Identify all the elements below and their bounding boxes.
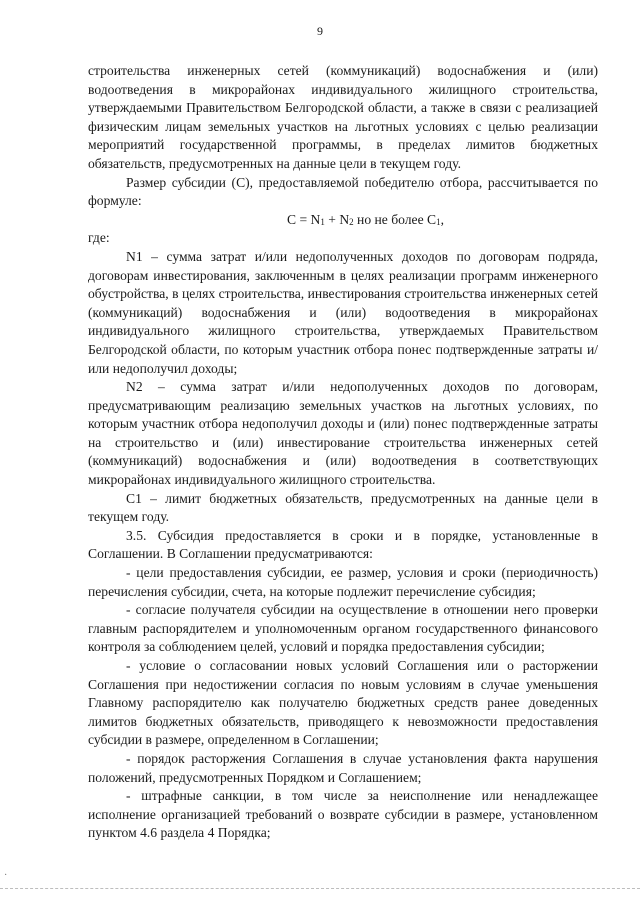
- paragraph-clause-3-5: 3.5. Субсидия предоставляется в сроки и в порядке, установленные в Соглашении. В Соглашении предусматриваются:: [88, 527, 598, 562]
- list-item-penalties: - штрафные санкции, в том числе за неисполнение или ненадлежащее исполнение организацией требований о возврате субсидии в размере, установленном пунктом 4.6 раздела 4 Порядка;: [88, 788, 598, 841]
- paragraph-subsidy-size: Размер субсидии (С), предоставляемой победителю отбора, рассчитывается по формуле:: [88, 174, 598, 209]
- paragraph-c1-definition: C1 – лимит бюджетных обязательств, предусмотренных на данные цели в текущем году.: [88, 490, 598, 525]
- scan-bottom-edge: [0, 888, 640, 889]
- formula: $C = N_1 + N_2$ но не более $C_1$,: [287, 211, 444, 227]
- paragraph-n1-definition: N1 – сумма затрат и/или недополученных доходов по договорам подряда, договорам инвестирования, заключенным в целях реализации программ инженерного обустройства, в целях строительства, инвестирования строительства инженерных сетей (коммуникаций) водоснабжения и (или) водоотведения в микрорайонах индивидуального жилищного строительства, утверждаемых Правительством Белгородской области, по которым участник отбора понес подтвержденные затраты и/или недополучил доходы;: [88, 248, 598, 376]
- paragraph-n2-definition: N2 – сумма затрат и/или недополученных доходов по договорам, предусматривающим реализацию земельных участков на льготных условиях, по которым участник отбора недополучил доходы и (или) понес подтвержденные затраты на строительство и (или) инвестирование строительства инженерных сетей (коммуникаций) водоснабжения и (или) водоотведения в соответствующих микрорайонах индивидуального жилищного строительства.: [88, 379, 598, 488]
- paragraph-where: где:: [88, 230, 110, 246]
- paragraph-intro: строительства инженерных сетей (коммуникаций) водоснабжения и (или) водоотведения в микрорайонах индивидуального жилищного строительства, утверждаемыми Правительством Белгородской области, а также в связи с реализацией физическим лицам земельных участков на льготных условиях с целью реализации мероприятий государственной программы, в пределах лимитов бюджетных обязательств, предусмотренных на данные цели в текущем году.: [88, 63, 598, 171]
- scan-edge-mark: ·: [4, 870, 8, 881]
- page-number: 9: [317, 24, 323, 38]
- list-item-consent: - согласие получателя субсидии на осуществление в отношении него проверки главным распорядителем и уполномоченным органом государственного финансового контроля за соблюдением целей, условий и порядка предоставления субсидии;: [88, 602, 598, 655]
- list-item-agreement-terms: - условие о согласовании новых условий Соглашения или о расторжении Соглашения при недостижении согласия по новым условиям в случае уменьшения Главному распорядителю как получателю бюджетных средств ранее доведенных лимитов бюджетных обязательств, приводящего к невозможности предоставления субсидии в размере, определенном в Соглашении;: [88, 658, 598, 748]
- list-item-goals: - цели предоставления субсидии, ее размер, условия и сроки (периодичность) перечисления субсидии, счета, на которые подлежит перечисление субсидия;: [88, 565, 598, 599]
- document-body: [88, 62, 598, 843]
- list-item-termination: - порядок расторжения Соглашения в случае установления факта нарушения положений, предусмотренных Порядком и Соглашением;: [88, 750, 598, 785]
